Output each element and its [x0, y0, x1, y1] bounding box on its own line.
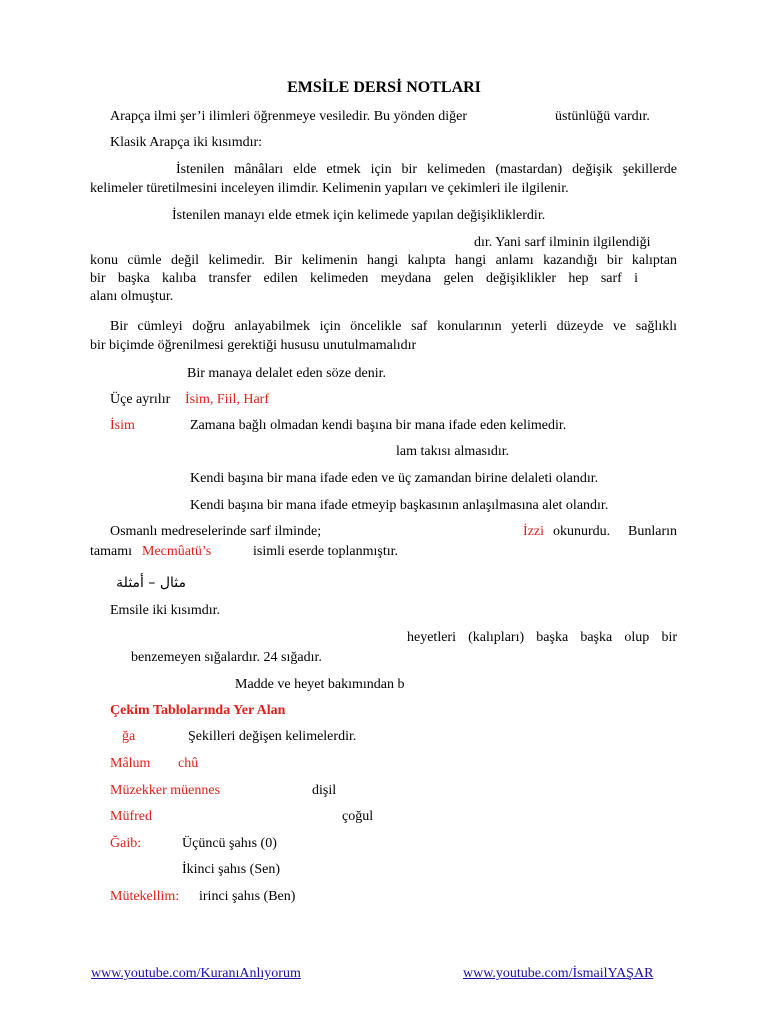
ottoman-madrasa-text-end: okunurdu. Bunların: [553, 524, 677, 539]
isim-note: lam takısı almasıdır.: [396, 444, 510, 459]
isim-label: İsim: [110, 418, 135, 433]
fiil-definition: Kendi başına bir mana ifade eden ve üç zamandan birine delaleti olandır.: [190, 471, 599, 486]
arabic-example-label: مثال – أمثلة: [116, 575, 186, 591]
mutekellim-value: irinci şahıs (Ben): [199, 889, 296, 904]
gaib-value: Üçüncü şahıs (0): [182, 836, 277, 851]
gaib-label: Ğaib:: [110, 836, 142, 851]
sarf-scope-line1: dır. Yani sarf ilminin ilgilendiği: [474, 235, 651, 250]
paragraph-intro-end: üstünlüğü vardır.: [555, 109, 650, 124]
word-definition: Bir manaya delalet eden söze denir.: [187, 366, 387, 381]
ottoman-tamami: tamamı: [90, 544, 132, 559]
isim-definition: Zamana bağlı olmadan kendi başına bir mana ifade eden kelimedir.: [190, 418, 567, 433]
emsile-forms-line2: benzemeyen sığalardır. 24 sığadır.: [131, 650, 322, 665]
malum-suffix: chû: [178, 756, 199, 771]
three-types-label: Üçe ayrılır: [110, 392, 171, 407]
sarf-meaning: İstenilen manayı elde etmek için kelimede yapılan değişikliklerdir.: [172, 208, 546, 223]
muzekker-value: dişil: [312, 783, 337, 798]
paragraph-intro: Arapça ilmi şer’i ilimleri öğrenmeye vesiledir. Bu yönden diğer: [110, 109, 468, 124]
sentence-understanding-line2: bir biçimde öğrenilmesi gerektiği hususu unutulmamalıdır: [90, 338, 417, 353]
emsile-forms-line1: heyetleri (kalıpları) başka başka olup bir: [407, 630, 677, 645]
document-title: EMSİLE DERSİ NOTLARI: [287, 79, 481, 96]
sarf-definition-line1: İstenilen mânâları elde etmek için bir kelimeden (mastardan) değişik şekillerde: [176, 162, 677, 177]
ottoman-collection-text: isimli eserde toplanmıştır.: [253, 544, 399, 559]
izzi-highlight: İzzi: [523, 524, 544, 539]
mutekellim-label: Mütekellim:: [110, 889, 180, 904]
mufred-label: Müfred: [110, 809, 152, 824]
sarf-scope-body: konu cümle değil kelimedir. Bir kelimenin hangi kalıpta hangi anlamı kazandığı bir kalıptan bir başka kalıba transfer edilen kelimeden meydana gelen değişiklikler hep sarf i alanı olmuştur.: [90, 253, 677, 304]
mufred-value: çoğul: [342, 809, 374, 824]
footer-link-kurani-anliyorum[interactable]: www.youtube.com/KuranıAnlıyorum: [91, 966, 301, 981]
section-heading-conjugation: Çekim Tablolarında Yer Alan: [110, 703, 286, 718]
malum-label: Mâlum: [110, 756, 151, 771]
muhatab-value: İkinci şahıs (Sen): [182, 862, 280, 877]
footer-link-ismail-yasar[interactable]: www.youtube.com/İsmailYAŞAR: [463, 966, 654, 981]
harf-definition: Kendi başına bir mana ifade etmeyip başkasının anlaşılmasına alet olandır.: [190, 498, 609, 513]
muzekker-label: Müzekker müennes: [110, 783, 221, 798]
three-types-list: İsim, Fiil, Harf: [185, 392, 269, 407]
sarf-definition-line2: kelimeler türetilmesini inceleyen ilimdir. Kelimenin yapıları ve çekimleri ile ilgilenir.: [90, 181, 569, 196]
madde-heyet-text: Madde ve heyet bakımından b: [235, 677, 405, 692]
paragraph-classical-arabic: Klasik Arapça iki kısımdır:: [110, 135, 263, 150]
mecmuatus-highlight: Mecmûatü’s: [142, 544, 212, 559]
sentence-understanding-line1: Bir cümleyi doğru anlayabilmek için öncelikle saf konularının yeterli düzeyde ve sağlıklı: [110, 319, 677, 334]
siga-label: ğa: [122, 729, 136, 744]
emsile-two-parts: Emsile iki kısımdır.: [110, 603, 221, 618]
siga-definition: Şekilleri değişen kelimelerdir.: [188, 729, 357, 744]
ottoman-madrasa-text: Osmanlı medreselerinde sarf ilminde;: [110, 524, 322, 539]
